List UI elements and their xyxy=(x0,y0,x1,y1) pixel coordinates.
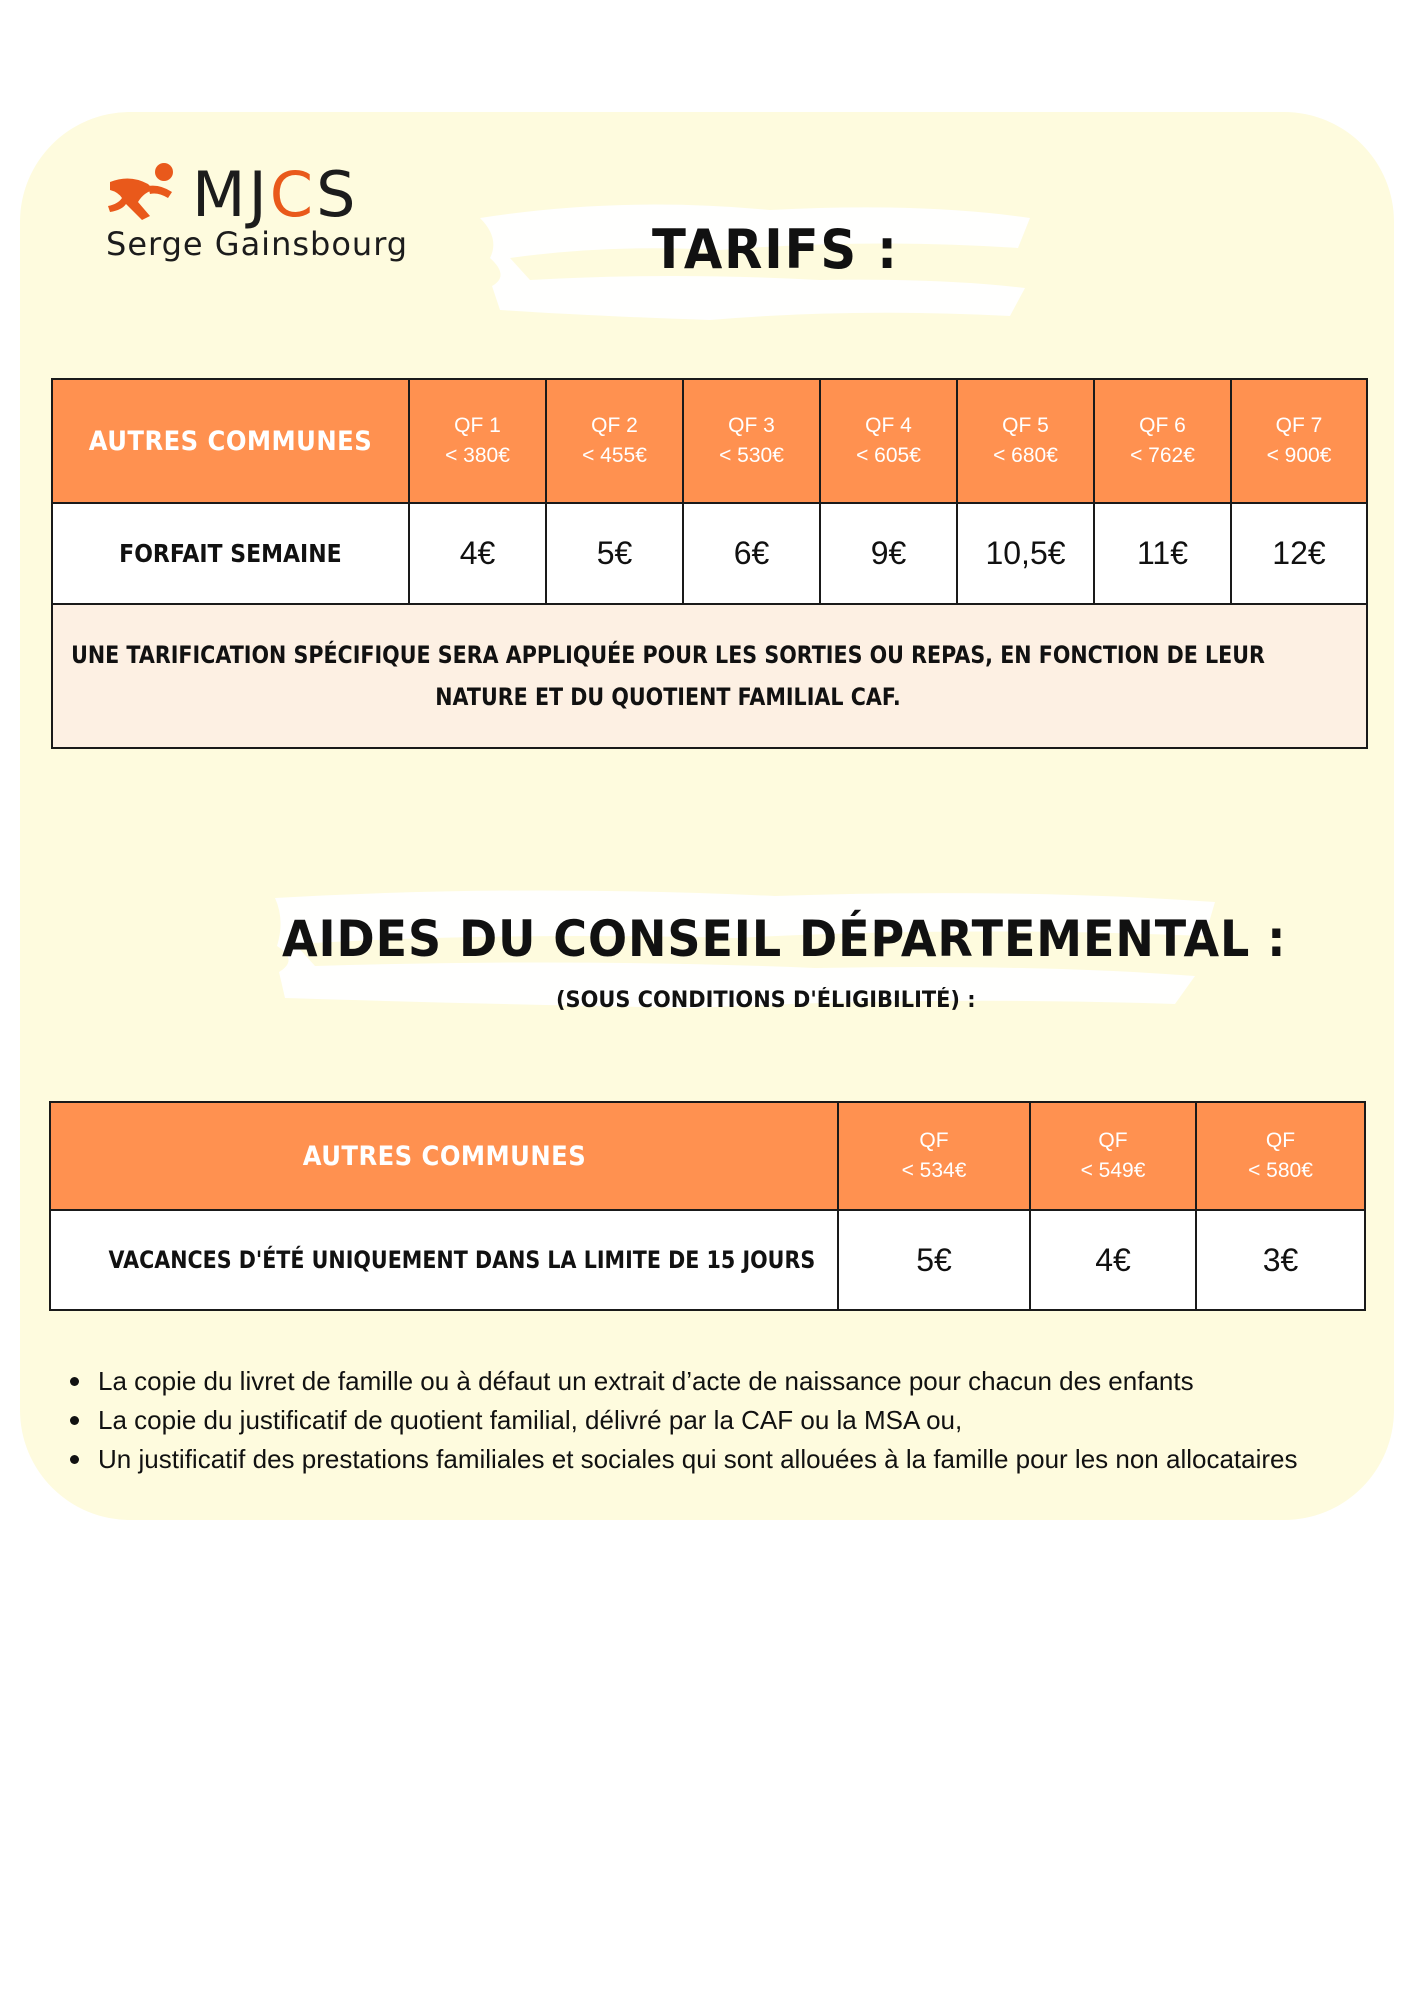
qf-column-header xyxy=(1030,1102,1196,1210)
qf-limit: < 549€ xyxy=(1080,1159,1146,1182)
aides-title: AIDES DU CONSEIL DÉPARTEMENTAL : xyxy=(282,910,1287,968)
qf-label: QF xyxy=(1098,1129,1128,1152)
qf-column-header xyxy=(957,379,1094,503)
qf-column-header xyxy=(820,379,957,503)
mjcs-logo xyxy=(104,160,434,270)
qf-limit: < 530€ xyxy=(719,444,784,467)
qf-column-header xyxy=(1231,379,1367,503)
qf-label: QF 7 xyxy=(1275,414,1323,437)
vacances-ete-label: VACANCES D'ÉTÉ UNIQUEMENT DANS LA LIMITE DE 15 JOURS xyxy=(108,1246,816,1274)
qf-column-header xyxy=(1196,1102,1365,1210)
qf-label: QF 3 xyxy=(728,414,775,437)
price-cell: 9€ xyxy=(820,503,957,604)
price-cell: 11€ xyxy=(1094,503,1231,604)
list-item: La copie du justificatif de quotient familial, délivré par la CAF ou la MSA ou, xyxy=(62,1401,1362,1440)
aides-header-label: AUTRES COMMUNES xyxy=(302,1140,586,1172)
qf-label: QF 2 xyxy=(591,414,638,437)
running-figure-icon xyxy=(104,162,182,222)
logo-subtitle: Serge Gainsbourg xyxy=(106,225,409,263)
vacances-ete-row xyxy=(50,1210,1365,1310)
qf-column-header xyxy=(409,379,546,503)
aides-subtitle: (SOUS CONDITIONS D'ÉLIGIBILITÉ) : xyxy=(556,988,976,1013)
aides-header-row xyxy=(50,1102,1365,1210)
tarifs-header-row xyxy=(52,379,1367,503)
qf-limit: < 762€ xyxy=(1130,444,1195,467)
list-item: La copie du livret de famille ou à défaut un extrait d’acte de naissance pour chacun des enfants xyxy=(62,1362,1362,1401)
list-item: Un justificatif des prestations familiales et sociales qui sont allouées à la famille pour les non allocataires xyxy=(62,1440,1362,1479)
aides-table xyxy=(49,1101,1366,1311)
qf-label: QF 1 xyxy=(454,414,501,437)
qf-column-header xyxy=(838,1102,1030,1210)
price-cell: 5€ xyxy=(546,503,683,604)
logo-c: C xyxy=(269,158,317,231)
price-cell: 12€ xyxy=(1231,503,1367,604)
qf-label: QF xyxy=(1265,1129,1296,1152)
logo-wordmark xyxy=(192,160,358,230)
tarifs-table xyxy=(51,378,1368,749)
qf-limit: < 455€ xyxy=(582,444,647,467)
forfait-semaine-label: FORFAIT SEMAINE xyxy=(119,539,342,568)
logo-mj: MJ xyxy=(192,158,270,231)
price-cell: 10,5€ xyxy=(957,503,1094,604)
qf-limit: < 900€ xyxy=(1266,444,1332,467)
tarifs-note-cell xyxy=(52,604,1367,748)
price-cell: 4€ xyxy=(1030,1210,1196,1310)
logo-s: S xyxy=(316,158,359,231)
qf-label: QF 5 xyxy=(1002,414,1049,437)
row-label-cell xyxy=(52,503,409,604)
price-cell: 4€ xyxy=(409,503,546,604)
forfait-semaine-row xyxy=(52,503,1367,604)
tarifs-header-label: AUTRES COMMUNES xyxy=(88,425,373,457)
tarifs-title: TARIFS : xyxy=(652,218,899,281)
row-label-cell xyxy=(50,1210,838,1310)
price-cell: 6€ xyxy=(683,503,820,604)
price-cell: 3€ xyxy=(1196,1210,1365,1310)
aides-header-label-cell xyxy=(50,1102,838,1210)
qf-limit: < 580€ xyxy=(1248,1159,1313,1182)
qf-column-header xyxy=(683,379,820,503)
qf-label: QF xyxy=(919,1129,949,1152)
qf-limit: < 380€ xyxy=(445,444,510,467)
tarifs-header-label-cell xyxy=(52,379,409,503)
price-cell: 5€ xyxy=(838,1210,1030,1310)
required-documents-list xyxy=(62,1362,1362,1479)
tarifs-note-row xyxy=(52,604,1367,748)
qf-label: QF 6 xyxy=(1139,414,1186,437)
qf-limit: < 605€ xyxy=(856,444,921,467)
qf-limit: < 680€ xyxy=(993,444,1058,467)
qf-column-header xyxy=(546,379,683,503)
qf-limit: < 534€ xyxy=(901,1159,967,1182)
qf-label: QF 4 xyxy=(865,414,912,437)
tarifs-note: UNE TARIFICATION SPÉCIFIQUE SERA APPLIQUÉE POUR LES SORTIES OU REPAS, EN FONCTION DE LEUR NATURE ET DU QUOTIENT FAMILIAL CAF. xyxy=(71,641,1265,711)
qf-column-header xyxy=(1094,379,1231,503)
